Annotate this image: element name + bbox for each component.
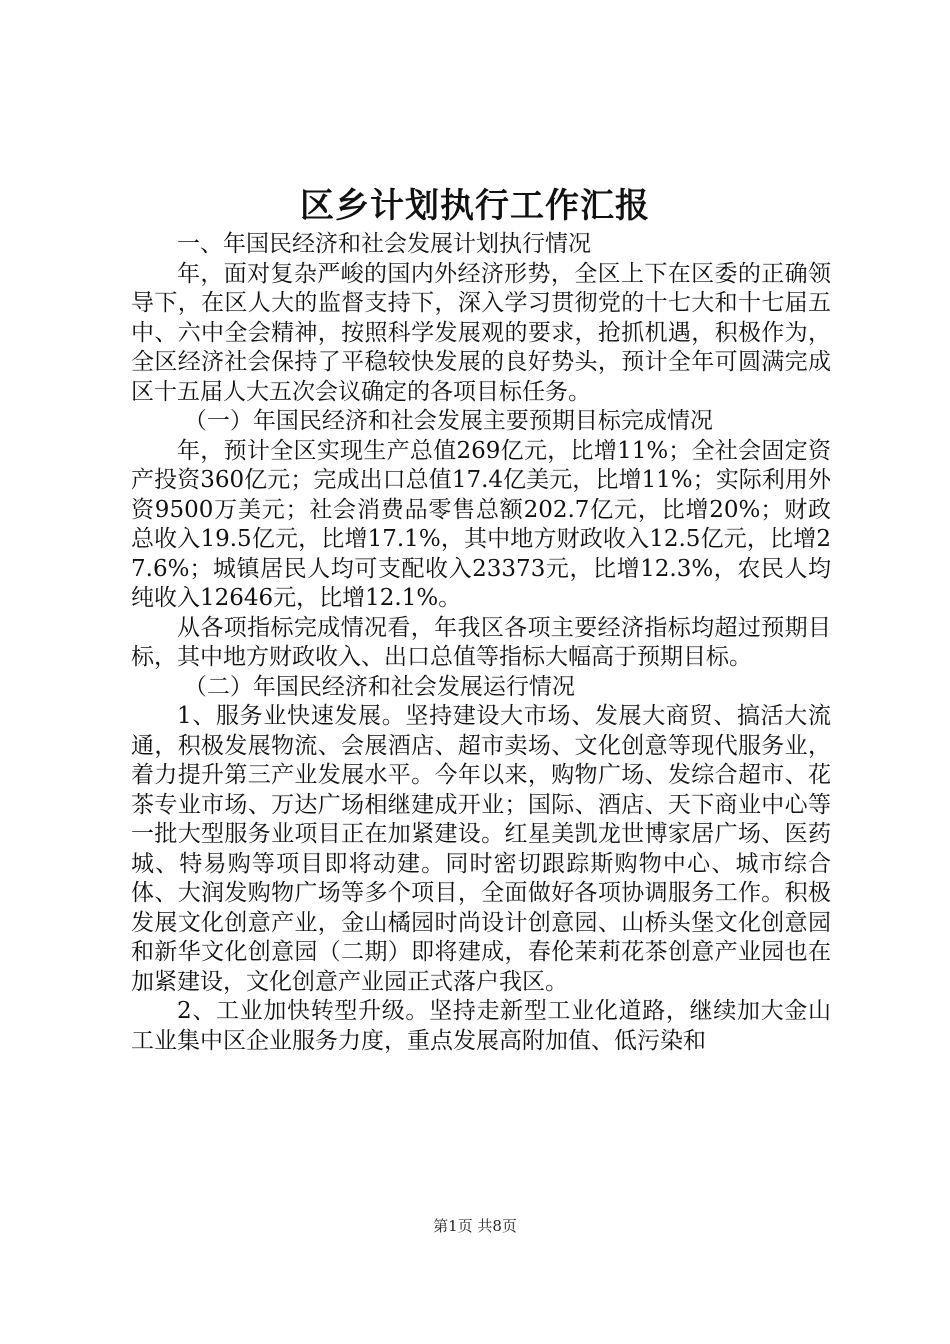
body-paragraph: 从各项指标完成情况看，年我区各项主要经济指标均超过预期目标，其中地方财政收入、出口总值等指标大幅高于预期目标。 xyxy=(131,614,831,670)
body-paragraph: 年，面对复杂严峻的国内外经济形势，全区上下在区委的正确领导下，在区人大的监督支持下，深入学习贯彻党的十七大和十七届五中、六中全会精神，按照科学发展观的要求，抢抓机遇，积极作为，全区经济社会保持了平稳较快发展的良好势头，预计全年可圆满完成区十五届人大五次会议确定的各项目标任务。 xyxy=(131,260,831,405)
subsection-heading-1: （一）年国民经济和社会发展主要预期目标完成情况 xyxy=(183,408,713,434)
body-paragraph: 2、工业加快转型升级。坚持走新型工业化道路，继续加大金山工业集中区企业服务力度，重点发展高附加值、低污染和 xyxy=(131,998,831,1054)
subsection-heading-2: （二）年国民经济和社会发展运行情况 xyxy=(183,673,575,700)
document-body xyxy=(131,230,831,1056)
page-footer: 第1页 共8页 xyxy=(433,1217,517,1235)
body-paragraph: 1、服务业快速发展。坚持建设大市场、发展大商贸、搞活大流通，积极发展物流、会展酒店、超市卖场、文化创意等现代服务业，着力提升第三产业发展水平。今年以来，购物广场、发综合超市、花茶专业市场、万达广场相继建成开业；国际、酒店、天下商业中心等一批大型服务业项目正在加紧建设。红星美凯龙世博家居广场、医药城、特易购等项目即将动建。同时密切跟踪斯购物中心、城市综合体、大润发购物广场等多个项目，全面做好各项协调服务工作。积极发展文化创意产业，金山橘园时尚设计创意园、山桥头堡文化创意园和新华文化创意园（二期）即将建成，春伦茉莉花茶创意产业园也在加紧建设，文化创意产业园正式落户我区。 xyxy=(131,703,831,995)
document-title: 区乡计划执行工作汇报 xyxy=(300,186,650,226)
body-paragraph: 年，预计全区实现生产总值269亿元，比增11%；全社会固定资产投资360亿元；完成出口总值17.4亿美元，比增11%；实际利用外资9500万美元；社会消费品零售总额202.7亿元，比增20%；财政总收入19.5亿元，比增17.1%，其中地方财政收入12.5亿元，比增27.6%；城镇居民人均可支配收入23373元，比增12.3%，农民人均纯收入12646元，比增12.1%。 xyxy=(131,437,831,611)
section-heading-1: 一、年国民经济和社会发展计划执行情况 xyxy=(177,231,591,257)
